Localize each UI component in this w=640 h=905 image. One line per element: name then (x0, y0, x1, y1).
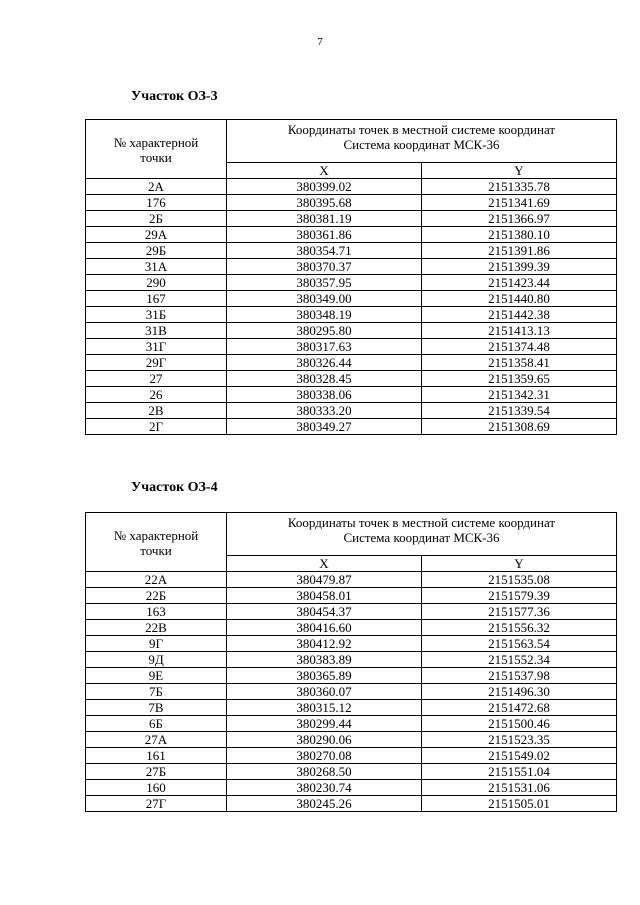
cell-point: 22Б (86, 588, 227, 604)
table-row (86, 668, 617, 684)
cell-x: 380458.01 (227, 588, 422, 604)
table-row (86, 339, 617, 355)
header-point-line2: точки (140, 543, 172, 558)
table-row (86, 620, 617, 636)
cell-y: 2151440.80 (422, 291, 617, 307)
table-row (86, 700, 617, 716)
table-row (86, 732, 617, 748)
cell-point: 167 (86, 291, 227, 307)
cell-point: 22В (86, 620, 227, 636)
table-row (86, 371, 617, 387)
table-row (86, 259, 617, 275)
cell-x: 380268.50 (227, 764, 422, 780)
cell-point: 163 (86, 604, 227, 620)
cell-x: 380338.06 (227, 387, 422, 403)
table-body (86, 572, 617, 812)
cell-x: 380299.44 (227, 716, 422, 732)
cell-y: 2151308.69 (422, 419, 617, 435)
header-system-line1: Координаты точек в местной системе координат (287, 122, 556, 137)
header-point-line2: точки (140, 150, 172, 165)
table-row (86, 636, 617, 652)
page-number: 7 (317, 36, 323, 48)
table-row (86, 211, 617, 227)
cell-point: 7Б (86, 684, 227, 700)
header-point-number (86, 513, 227, 572)
cell-point: 161 (86, 748, 227, 764)
cell-x: 380315.12 (227, 700, 422, 716)
cell-y: 2151551.04 (422, 764, 617, 780)
cell-point: 22А (86, 572, 227, 588)
cell-point: 290 (86, 275, 227, 291)
cell-point: 29Г (86, 355, 227, 371)
cell-y: 2151359.65 (422, 371, 617, 387)
cell-y: 2151563.54 (422, 636, 617, 652)
header-x: X (227, 163, 422, 179)
table-row (86, 684, 617, 700)
table-row (86, 307, 617, 323)
cell-x: 380360.07 (227, 684, 422, 700)
cell-y: 2151549.02 (422, 748, 617, 764)
cell-x: 380395.68 (227, 195, 422, 211)
header-point-line1: № характерной (113, 528, 199, 543)
cell-x: 380370.37 (227, 259, 422, 275)
cell-point: 9Г (86, 636, 227, 652)
cell-x: 380354.71 (227, 243, 422, 259)
table-row (86, 572, 617, 588)
cell-point: 27Б (86, 764, 227, 780)
header-coordinate-system (227, 120, 617, 163)
cell-x: 380333.20 (227, 403, 422, 419)
header-system-line1: Координаты точек в местной системе координат (287, 515, 556, 530)
cell-x: 380412.92 (227, 636, 422, 652)
cell-x: 380399.02 (227, 179, 422, 195)
cell-x: 380317.63 (227, 339, 422, 355)
cell-y: 2151341.69 (422, 195, 617, 211)
cell-x: 380230.74 (227, 780, 422, 796)
cell-y: 2151579.39 (422, 588, 617, 604)
cell-x: 380328.45 (227, 371, 422, 387)
cell-point: 27 (86, 371, 227, 387)
table-row (86, 652, 617, 668)
cell-x: 380383.89 (227, 652, 422, 668)
cell-point: 29А (86, 227, 227, 243)
coordinates-table-oz4 (85, 512, 617, 812)
header-point-number (86, 120, 227, 179)
cell-y: 2151552.34 (422, 652, 617, 668)
table-row (86, 748, 617, 764)
cell-y: 2151339.54 (422, 403, 617, 419)
cell-point: 2В (86, 403, 227, 419)
cell-y: 2151374.48 (422, 339, 617, 355)
header-system-line2: Система координат МСК-36 (343, 137, 500, 152)
cell-point: 31Б (86, 307, 227, 323)
cell-x: 380416.60 (227, 620, 422, 636)
cell-x: 380326.44 (227, 355, 422, 371)
cell-x: 380349.27 (227, 419, 422, 435)
cell-x: 380349.00 (227, 291, 422, 307)
cell-point: 27А (86, 732, 227, 748)
cell-point: 31Г (86, 339, 227, 355)
table-row (86, 275, 617, 291)
section-title-oz4: Участок ОЗ-4 (131, 480, 218, 495)
cell-y: 2151531.06 (422, 780, 617, 796)
cell-x: 380295.80 (227, 323, 422, 339)
cell-y: 2151523.35 (422, 732, 617, 748)
cell-x: 380290.06 (227, 732, 422, 748)
table-row (86, 355, 617, 371)
cell-point: 31В (86, 323, 227, 339)
table-body (86, 179, 617, 435)
cell-y: 2151505.01 (422, 796, 617, 812)
table-row (86, 243, 617, 259)
cell-point: 2А (86, 179, 227, 195)
cell-y: 2151423.44 (422, 275, 617, 291)
table-row (86, 323, 617, 339)
cell-y: 2151413.13 (422, 323, 617, 339)
cell-x: 380365.89 (227, 668, 422, 684)
cell-y: 2151358.41 (422, 355, 617, 371)
cell-x: 380270.08 (227, 748, 422, 764)
cell-y: 2151500.46 (422, 716, 617, 732)
cell-y: 2151342.31 (422, 387, 617, 403)
table-row (86, 764, 617, 780)
cell-point: 2Б (86, 211, 227, 227)
cell-y: 2151335.78 (422, 179, 617, 195)
cell-point: 6Б (86, 716, 227, 732)
cell-y: 2151442.38 (422, 307, 617, 323)
table-row (86, 716, 617, 732)
cell-x: 380454.37 (227, 604, 422, 620)
table-row (86, 604, 617, 620)
header-y: Y (422, 556, 617, 572)
cell-y: 2151472.68 (422, 700, 617, 716)
cell-x: 380357.95 (227, 275, 422, 291)
cell-x: 380245.26 (227, 796, 422, 812)
table-row (86, 780, 617, 796)
header-coordinate-system (227, 513, 617, 556)
cell-point: 26 (86, 387, 227, 403)
header-system-line2: Система координат МСК-36 (343, 530, 500, 545)
cell-x: 380348.19 (227, 307, 422, 323)
cell-point: 2Г (86, 419, 227, 435)
coordinates-table-oz3 (85, 119, 617, 435)
cell-y: 2151535.08 (422, 572, 617, 588)
header-x: X (227, 556, 422, 572)
cell-point: 31А (86, 259, 227, 275)
table-row (86, 227, 617, 243)
cell-y: 2151496.30 (422, 684, 617, 700)
cell-y: 2151399.39 (422, 259, 617, 275)
table-row (86, 195, 617, 211)
cell-point: 9Е (86, 668, 227, 684)
cell-y: 2151380.10 (422, 227, 617, 243)
header-y: Y (422, 163, 617, 179)
cell-y: 2151556.32 (422, 620, 617, 636)
cell-point: 9Д (86, 652, 227, 668)
table-row (86, 403, 617, 419)
cell-x: 380361.86 (227, 227, 422, 243)
cell-y: 2151391.86 (422, 243, 617, 259)
cell-point: 160 (86, 780, 227, 796)
table-row (86, 387, 617, 403)
table-row (86, 796, 617, 812)
table-row (86, 291, 617, 307)
cell-y: 2151366.97 (422, 211, 617, 227)
cell-y: 2151537.98 (422, 668, 617, 684)
header-point-line1: № характерной (113, 135, 199, 150)
cell-x: 380479.87 (227, 572, 422, 588)
section-title-oz3: Участок ОЗ-3 (131, 89, 218, 104)
cell-y: 2151577.36 (422, 604, 617, 620)
table-row (86, 588, 617, 604)
cell-point: 176 (86, 195, 227, 211)
cell-x: 380381.19 (227, 211, 422, 227)
cell-point: 27Г (86, 796, 227, 812)
table-row (86, 179, 617, 195)
table-row (86, 419, 617, 435)
cell-point: 7В (86, 700, 227, 716)
cell-point: 29Б (86, 243, 227, 259)
